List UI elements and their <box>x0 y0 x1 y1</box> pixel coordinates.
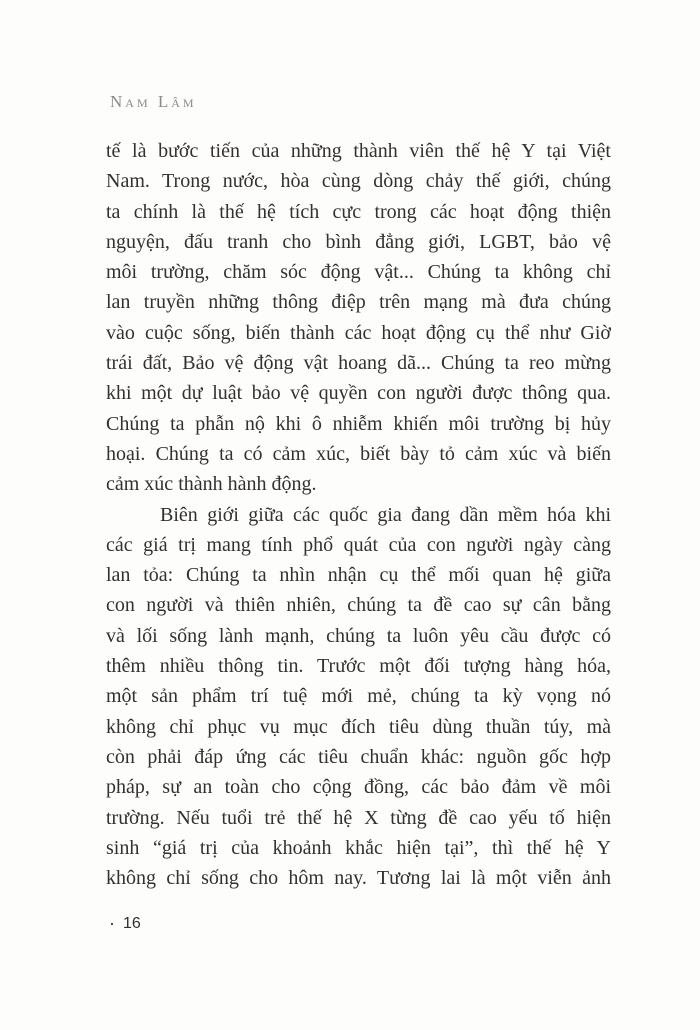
text-line: không chỉ phục vụ mục đích tiêu dùng thuần túy, mà <box>106 715 611 738</box>
text-line: ta chính là thế hệ tích cực trong các hoạt động thiện <box>106 200 611 223</box>
body-text <box>106 136 611 893</box>
text-line: khi một dự luật bảo vệ quyền con người được thông qua. <box>106 382 611 405</box>
text-line: và lối sống lành mạnh, chúng ta luôn yêu cầu được có <box>106 624 611 647</box>
text-line: một sản phẩm trí tuệ mới mẻ, chúng ta kỳ vọng nó <box>106 685 611 708</box>
text-line: các giá trị mang tính phổ quát của con người ngày càng <box>106 533 611 556</box>
text-line: còn phải đáp ứng các tiêu chuẩn khác: nguồn gốc hợp <box>106 745 611 768</box>
text-line: cảm xúc thành hành động. <box>106 473 317 496</box>
page-number <box>109 913 141 934</box>
text-line: không chỉ sống cho hôm nay. Tương lai là một viễn ảnh <box>106 867 611 890</box>
text-line: lan tỏa: Chúng ta nhìn nhận cụ thể mối quan hệ giữa <box>106 564 611 587</box>
text-line: trái đất, Bảo vệ động vật hoang dã... Chúng ta reo mừng <box>106 352 611 375</box>
page-number-value: 16 <box>123 914 141 932</box>
text-line: pháp, sự an toàn cho cộng đồng, các bảo đảm về môi <box>106 776 611 799</box>
text-line: lan truyền những thông điệp trên mạng mà đưa chúng <box>106 291 611 314</box>
text-line: sinh “giá trị của khoảnh khắc hiện tại”, thì thế hệ Y <box>106 836 611 859</box>
text-line: trường. Nếu tuổi trẻ thế hệ X từng đề cao yếu tố hiện <box>106 806 611 829</box>
text-line: môi trường, chăm sóc động vật... Chúng ta không chỉ <box>106 261 611 284</box>
text-line: vào cuộc sống, biến thành các hoạt động cụ thể như Giờ <box>106 321 611 344</box>
text-line: Chúng ta phẫn nộ khi ô nhiễm khiến môi trường bị hủy <box>106 412 611 435</box>
page-number-bullet: · <box>109 913 115 933</box>
running-header: Nam Lâm <box>110 92 197 111</box>
text-line: Biên giới giữa các quốc gia đang dần mềm hóa khi <box>160 503 611 526</box>
text-line: hoại. Chúng ta có cảm xúc, biết bày tỏ cảm xúc và biến <box>106 442 611 465</box>
text-line: nguyện, đấu tranh cho bình đẳng giới, LGBT, bảo vệ <box>106 230 611 253</box>
text-line: con người và thiên nhiên, chúng ta đề cao sự cân bằng <box>106 594 611 617</box>
text-line: thêm nhiều thông tin. Trước một đối tượng hàng hóa, <box>106 655 611 678</box>
text-line: tế là bước tiến của những thành viên thế hệ Y tại Việt <box>106 140 611 162</box>
text-line: Nam. Trong nước, hòa cùng dòng chảy thế giới, chúng <box>106 170 611 193</box>
